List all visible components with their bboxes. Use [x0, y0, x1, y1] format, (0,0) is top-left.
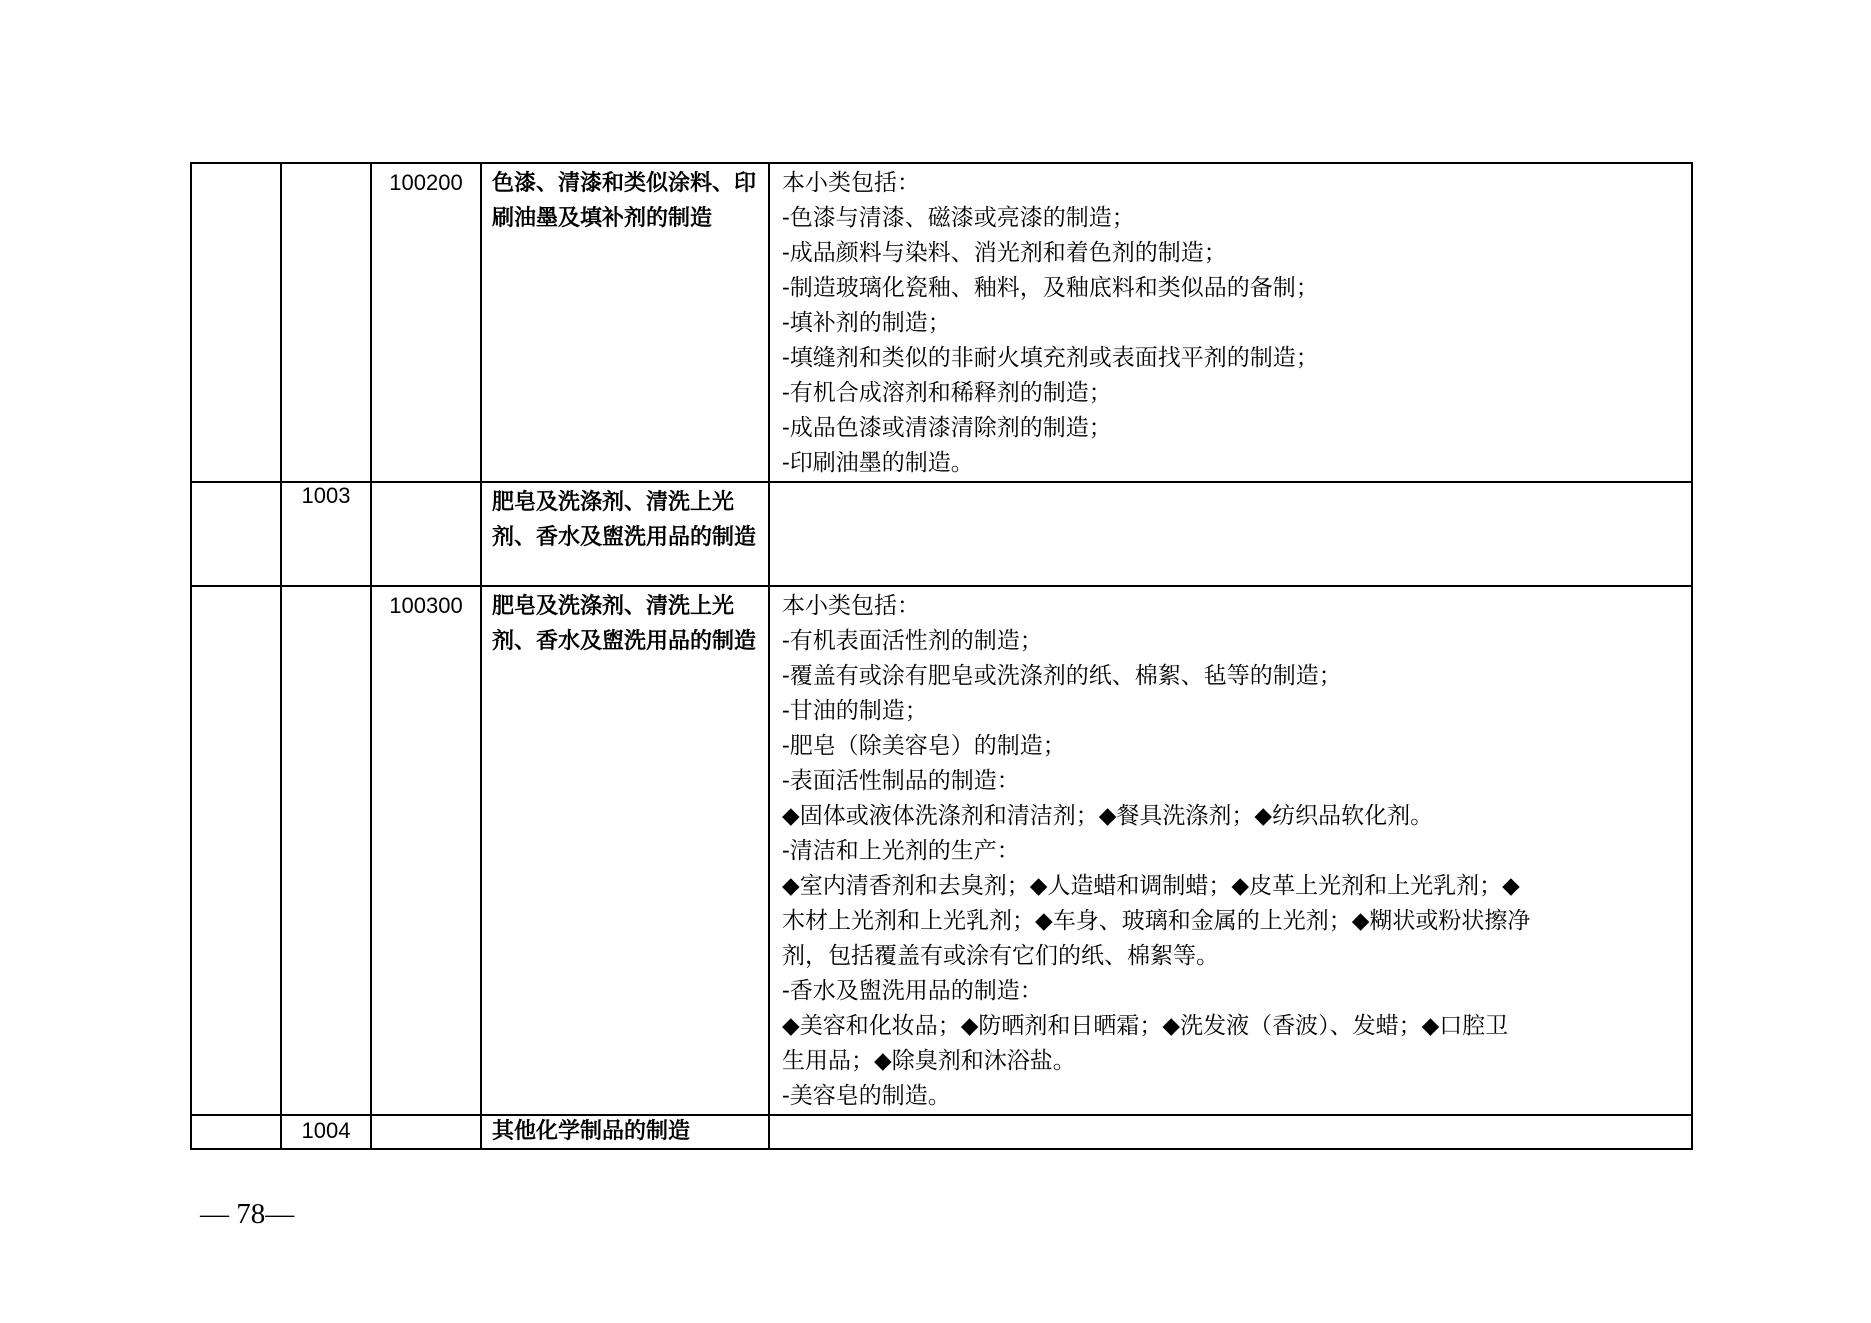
description-line: ◆美容和化妆品；◆防晒剂和日晒霜；◆洗发液（香波）、发蜡；◆口腔卫: [782, 1013, 1509, 1039]
description: [770, 587, 1691, 1114]
category-name: 肥皂及洗涤剂、清洗上光剂、香水及盥洗用品的制造: [492, 594, 757, 654]
group-code-cell: 1003: [281, 482, 371, 586]
description: [770, 164, 1691, 481]
category-name: 其他化学制品的制造: [492, 1119, 691, 1144]
description-line: -有机合成溶剂和稀释剂的制造；: [782, 380, 1112, 406]
description-cell: [769, 163, 1692, 482]
description-line: -美容皂的制造。: [782, 1083, 951, 1109]
description-line: 本小类包括：: [782, 593, 920, 619]
description-line: 生用品；◆除臭剂和沐浴盐。: [782, 1048, 1076, 1074]
description-line: -成品色漆或清漆清除剂的制造；: [782, 415, 1112, 441]
description-line: ◆固体或液体洗涤剂和清洁剂；◆餐具洗涤剂；◆纺织品软化剂。: [782, 803, 1434, 829]
category-name-cell: [481, 163, 769, 482]
category-name-cell: [481, 482, 769, 586]
description-line: -肥皂（除美容皂）的制造；: [782, 733, 1066, 759]
category-name-cell: [481, 1115, 769, 1149]
description-line: 本小类包括：: [782, 170, 920, 196]
description-line: -色漆与清漆、磁漆或亮漆的制造；: [782, 205, 1135, 231]
description-line: -有机表面活性剂的制造；: [782, 628, 1043, 654]
description-cell: [769, 1115, 1692, 1149]
category-name-cell: [481, 586, 769, 1115]
table-row: [191, 482, 1692, 586]
description-line: ◆室内清香剂和去臭剂；◆人造蜡和调制蜡；◆皮革上光剂和上光乳剂；◆: [782, 873, 1520, 899]
description-line: -制造玻璃化瓷釉、釉料，及釉底料和类似品的备制；: [782, 275, 1319, 301]
section-code-cell: [191, 482, 281, 586]
description-line: -印刷油墨的制造。: [782, 450, 974, 476]
section-code-cell: [191, 1115, 281, 1149]
description-line: -甘油的制造；: [782, 698, 928, 724]
section-code-cell: [191, 163, 281, 482]
classification-table: [190, 162, 1693, 1150]
description-line: -覆盖有或涂有肥皂或洗涤剂的纸、棉絮、毡等的制造；: [782, 663, 1342, 689]
description-line: 剂，包括覆盖有或涂有它们的纸、棉絮等。: [782, 943, 1219, 969]
group-code-cell: [281, 586, 371, 1115]
description-line: -填补剂的制造；: [782, 310, 951, 336]
description-line: -清洁和上光剂的生产：: [782, 838, 1020, 864]
class-code-cell: [371, 1115, 481, 1149]
category-name: 色漆、清漆和类似涂料、印刷油墨及填补剂的制造: [492, 171, 757, 231]
table-row: [191, 163, 1692, 482]
description-line: -表面活性制品的制造：: [782, 768, 1020, 794]
table-row: [191, 1115, 1692, 1149]
description-line: -填缝剂和类似的非耐火填充剂或表面找平剂的制造；: [782, 345, 1319, 371]
table-row: [191, 586, 1692, 1115]
class-code-cell: 100200: [371, 163, 481, 482]
class-code-cell: 100300: [371, 586, 481, 1115]
description-line: -成品颜料与染料、消光剂和着色剂的制造；: [782, 240, 1227, 266]
page-number: — 78—: [200, 1198, 295, 1230]
group-code-cell: 1004: [281, 1115, 371, 1149]
category-name: 肥皂及洗涤剂、清洗上光剂、香水及盥洗用品的制造: [492, 490, 757, 550]
description-cell: [769, 586, 1692, 1115]
description-cell: [769, 482, 1692, 586]
group-code-cell: [281, 163, 371, 482]
class-code-cell: [371, 482, 481, 586]
description-line: -香水及盥洗用品的制造：: [782, 978, 1043, 1004]
description-line: 木材上光剂和上光乳剂；◆车身、玻璃和金属的上光剂；◆糊状或粉状擦净: [782, 908, 1531, 934]
section-code-cell: [191, 586, 281, 1115]
